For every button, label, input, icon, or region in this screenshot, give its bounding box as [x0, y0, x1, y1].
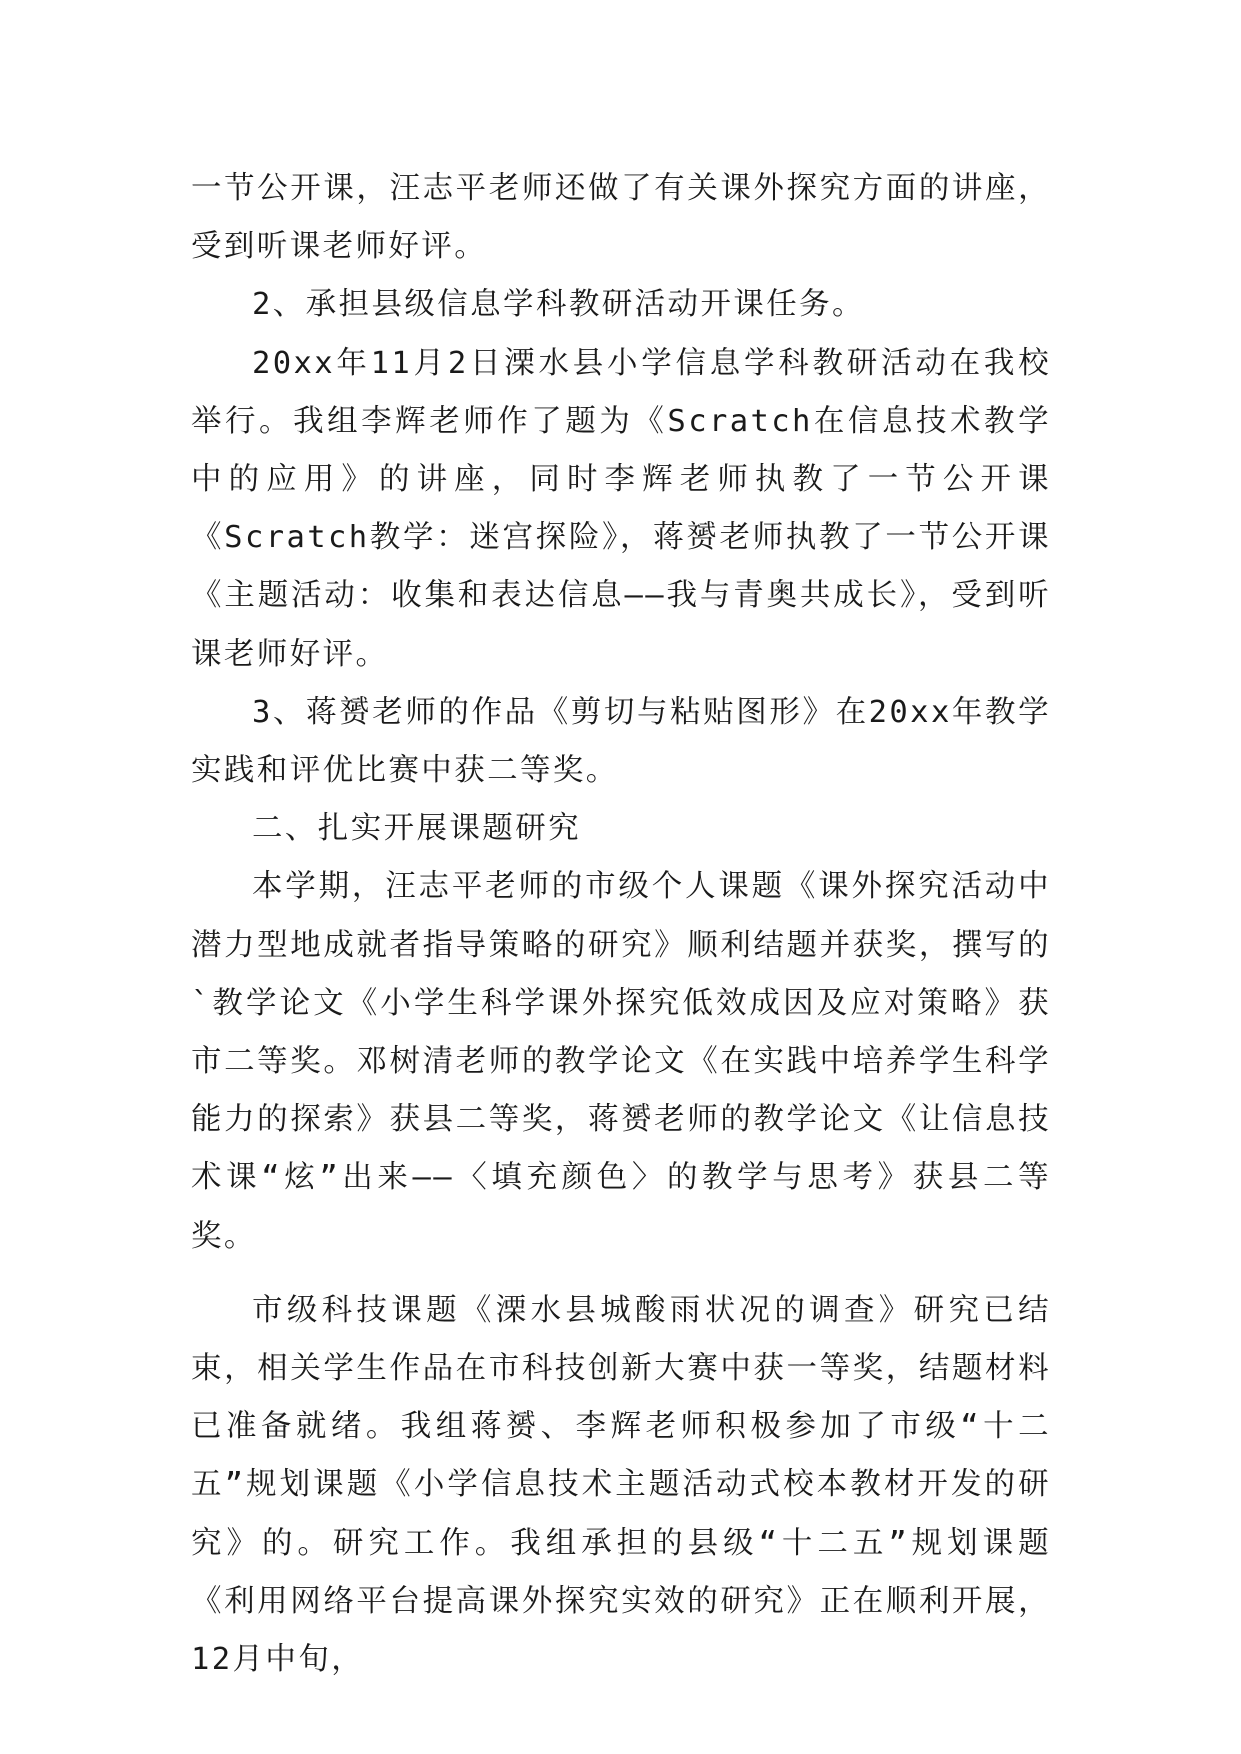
paragraph-4: 3、蒋赟老师的作品《剪切与粘贴图形》在20xx年教学实践和评优比赛中获二等奖。 [191, 694, 1051, 789]
paragraph-2: 2、承担县级信息学科教研活动开课任务。 [252, 287, 865, 323]
document-body [191, 160, 1051, 1689]
paragraph-5: 本学期，汪志平老师的市级个人课题《课外探究活动中潜力型地成就者指导策略的研究》顺利结题并获奖，撰写的`教学论文《小学生科学课外探究低效成因及应对策略》获市二等奖。邓树清老师的教学论文《在实践中培养学生科学能力的探索》获县二等奖，蒋赟老师的教学论文《让信息技术课“炫”出来——〈填充颜色〉的教学与思考》获县二等奖。 [191, 869, 1051, 1254]
paragraph-6: 市级科技课题《溧水县城酸雨状况的调查》研究已结束，相关学生作品在市科技创新大赛中获一等奖，结题材料已准备就绪。我组蒋赟、李辉老师积极参加了市级“十二五”规划课题《小学信息技术主题活动式校本教材开发的研究》的。研究工作。我组承担的县级“十二五”规划课题《利用网络平台提高课外探究实效的研究》正在顺利开展，12月中旬， [191, 1292, 1051, 1678]
paragraph-1: 一节公开课，汪志平老师还做了有关课外探究方面的讲座，受到听课老师好评。 [191, 171, 1051, 265]
section-heading: 二、扎实开展课题研究 [252, 811, 581, 847]
paragraph-3: 20xx年11月2日溧水县小学信息学科教研活动在我校举行。我组李辉老师作了题为《Scratch在信息技术教学中的应用》的讲座，同时李辉老师执教了一节公开课《Scratch教学：迷宫探险》，蒋赟老师执教了一节公开课《主题活动：收集和表达信息——我与青奥共成长》，受到听课老师好评。 [191, 345, 1051, 672]
